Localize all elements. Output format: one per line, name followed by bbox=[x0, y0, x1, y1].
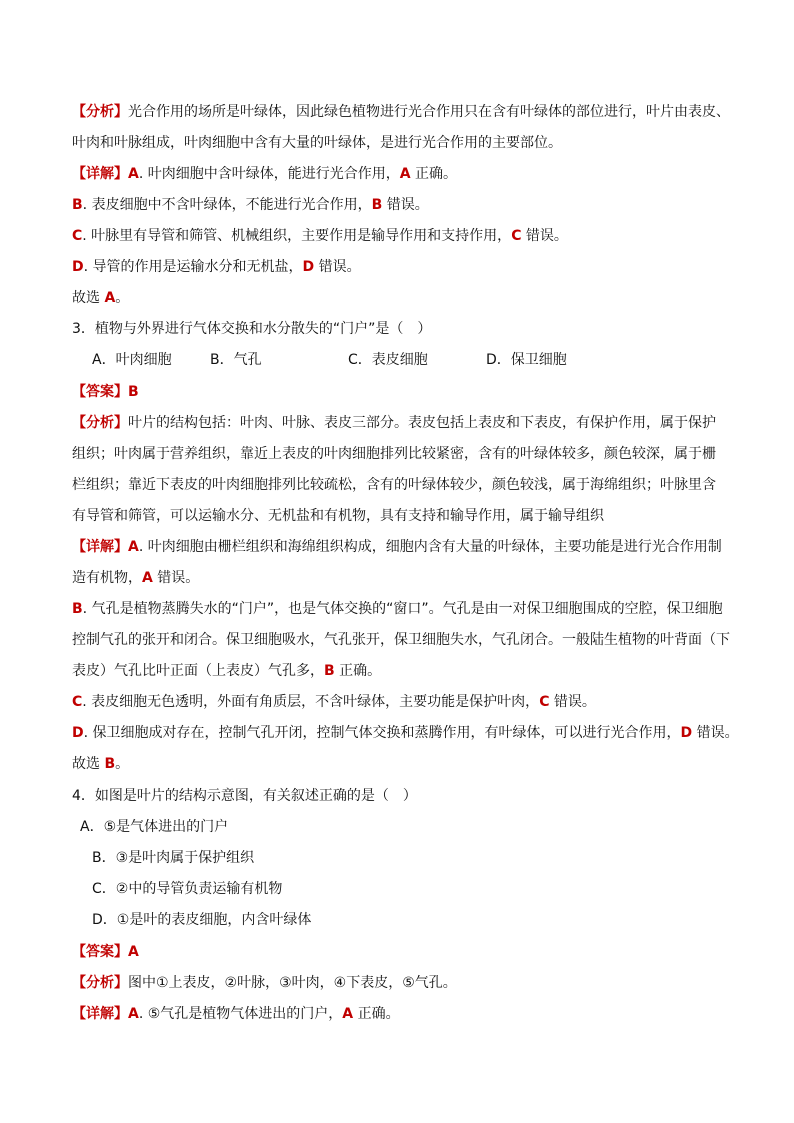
q3-analysis-line-3 bbox=[72, 475, 732, 495]
option-letter: A bbox=[128, 539, 139, 555]
detail-tag: 【详解】 bbox=[72, 166, 128, 182]
detail-verdict: 错误。 bbox=[549, 694, 596, 710]
q4-option-a[interactable] bbox=[80, 817, 740, 837]
q4-answer bbox=[72, 942, 732, 962]
detail-text: . 叶脉里有导管和筛管、机械组织，主要作用是输导作用和支持作用， bbox=[82, 228, 512, 244]
conclusion-end: 。 bbox=[115, 290, 130, 306]
answer-tag: 【答案】 bbox=[72, 944, 128, 960]
option-letter: B bbox=[72, 197, 83, 213]
detail-text: . 叶肉细胞中含叶绿体，能进行光合作用， bbox=[138, 166, 400, 182]
q3-option-b[interactable]: B．气孔 bbox=[210, 352, 262, 368]
detail-text: . 保卫细胞成对存在，控制气孔开闭，控制气体交换和蒸腾作用，有叶绿体，可以进行光合作用， bbox=[83, 725, 681, 741]
q4-analysis bbox=[72, 973, 732, 993]
q3-option-c[interactable]: C．表皮细胞 bbox=[348, 352, 428, 368]
detail-text: . 叶肉细胞由栅栏组织和海绵组织构成，细胞内含有大量的叶绿体，主要功能是进行光合作用制 bbox=[138, 539, 722, 555]
detail-text: . 导管的作用是运输水分和无机盐， bbox=[83, 259, 303, 275]
q3-stem bbox=[72, 319, 732, 339]
detail-verdict: 错误。 bbox=[152, 570, 200, 586]
detail-text: 表皮）气孔比叶正面（上表皮）气孔多， bbox=[72, 663, 324, 679]
detail-verdict: 错误。 bbox=[314, 259, 361, 275]
option-mark: C bbox=[511, 228, 522, 244]
q3-detail-b-line-3 bbox=[72, 661, 732, 681]
q3-analysis-line-1 bbox=[72, 413, 732, 433]
q3-options bbox=[92, 350, 652, 370]
answer-tag: 【答案】 bbox=[72, 384, 128, 400]
q2-conclusion bbox=[72, 288, 732, 308]
detail-verdict: 错误。 bbox=[382, 197, 429, 213]
conclusion-mark: A bbox=[104, 290, 116, 306]
q3-answer bbox=[72, 382, 732, 402]
conclusion-end: 。 bbox=[115, 756, 130, 772]
option-text: D．①是叶的表皮细胞，内含叶绿体 bbox=[92, 912, 312, 928]
detail-verdict: 正确。 bbox=[334, 663, 382, 679]
detail-verdict: 正确。 bbox=[410, 166, 458, 182]
option-letter: B bbox=[72, 601, 83, 617]
detail-text: . 表皮细胞无色透明，外面有角质层，不含叶绿体，主要功能是保护叶肉， bbox=[82, 694, 540, 710]
conclusion-text: 故选 bbox=[72, 290, 105, 306]
detail-tag: 【详解】 bbox=[72, 539, 128, 555]
option-mark: A bbox=[142, 570, 153, 586]
option-letter: A bbox=[128, 166, 139, 182]
q3-detail-d bbox=[72, 723, 739, 743]
answer-value: B bbox=[128, 384, 139, 400]
q3-detail-c bbox=[72, 692, 732, 712]
q4-stem bbox=[72, 786, 732, 806]
q2-detail-c bbox=[72, 226, 732, 246]
analysis-text: 图中①上表皮，②叶脉，③叶肉，④下表皮，⑤气孔。 bbox=[128, 975, 457, 991]
option-letter: C bbox=[72, 694, 83, 710]
q2-analysis-text-2: 叶肉和叶脉组成，叶肉细胞中含有大量的叶绿体，是进行光合作用的主要部位。 bbox=[72, 135, 562, 151]
detail-verdict: 错误。 bbox=[521, 228, 568, 244]
option-mark: D bbox=[302, 259, 315, 275]
detail-verdict: 正确。 bbox=[353, 1006, 400, 1022]
q3-detail-a-line-1 bbox=[72, 537, 732, 557]
analysis-text: 有导管和筛管，可以运输水分、无机盐和有机物，具有支持和输导作用，属于输导组织 bbox=[72, 508, 604, 524]
q2-detail-a bbox=[72, 164, 732, 184]
q3-option-a[interactable]: A．叶肉细胞 bbox=[92, 352, 172, 368]
detail-text: . 表皮细胞中不含叶绿体，不能进行光合作用， bbox=[82, 197, 372, 213]
q3-detail-a-line-2 bbox=[72, 568, 732, 588]
conclusion-mark: B bbox=[104, 756, 116, 772]
detail-text: 造有机物， bbox=[72, 570, 142, 586]
q3-analysis-line-4 bbox=[72, 506, 732, 526]
option-text: A．⑤是气体进出的门户 bbox=[80, 819, 229, 835]
option-text: B．③是叶肉属于保护组织 bbox=[92, 850, 255, 866]
analysis-text: 组织；叶肉属于营养组织，靠近上表皮的叶肉细胞排列比较紧密，含有的叶绿体较多，颜色较深，属于栅 bbox=[72, 446, 716, 462]
detail-text: . 气孔是植物蒸腾失水的“门户”，也是气体交换的“窗口”。气孔是由一对保卫细胞围成的空腔，保卫细胞 bbox=[82, 601, 723, 617]
option-letter: C bbox=[72, 228, 83, 244]
option-mark: D bbox=[680, 725, 693, 741]
analysis-tag: 【分析】 bbox=[72, 415, 128, 431]
option-mark: C bbox=[539, 694, 550, 710]
q4-detail-a bbox=[72, 1004, 732, 1024]
q2-detail-d bbox=[72, 257, 732, 277]
q3-analysis-line-2 bbox=[72, 444, 732, 464]
question-stem: 4．如图是叶片的结构示意图，有关叙述正确的是（ ） bbox=[72, 788, 417, 804]
detail-tag: 【详解】 bbox=[72, 1006, 128, 1022]
analysis-text: 栏组织；靠近下表皮的叶肉细胞排列比较疏松，含有的叶绿体较少，颜色较浅，属于海绵组织；叶脉里含 bbox=[72, 477, 716, 493]
option-mark: B bbox=[371, 197, 383, 213]
q2-analysis-line-2 bbox=[72, 133, 732, 153]
option-mark: A bbox=[399, 166, 411, 182]
option-text: C．②中的导管负责运输有机物 bbox=[92, 881, 283, 897]
detail-verdict: 错误。 bbox=[692, 725, 739, 741]
q3-conclusion bbox=[72, 754, 732, 774]
conclusion-text: 故选 bbox=[72, 756, 105, 772]
q2-analysis-line-1 bbox=[72, 102, 732, 122]
question-stem: 3．植物与外界进行气体交换和水分散失的“门户”是（ ） bbox=[72, 321, 432, 337]
option-mark: B bbox=[324, 663, 335, 679]
analysis-tag: 【分析】 bbox=[72, 975, 128, 991]
q4-option-d[interactable] bbox=[92, 910, 752, 930]
answer-value: A bbox=[128, 944, 139, 960]
option-letter: A bbox=[128, 1006, 139, 1022]
detail-text: 控制气孔的张开和闭合。保卫细胞吸水，气孔张开，保卫细胞失水，气孔闭合。一般陆生植物的叶背面（下 bbox=[72, 632, 730, 648]
option-mark: A bbox=[342, 1006, 354, 1022]
option-letter: D bbox=[72, 725, 84, 741]
q4-option-c[interactable] bbox=[92, 879, 752, 899]
analysis-tag: 【分析】 bbox=[72, 104, 128, 120]
q2-detail-b bbox=[72, 195, 732, 215]
q4-option-b[interactable] bbox=[92, 848, 752, 868]
option-letter: D bbox=[72, 259, 84, 275]
detail-text: . ⑤气孔是植物气体进出的门户， bbox=[138, 1006, 343, 1022]
q3-detail-b-line-1 bbox=[72, 599, 732, 619]
analysis-text: 叶片的结构包括：叶肉、叶脉、表皮三部分。表皮包括上表皮和下表皮，有保护作用，属于保护 bbox=[128, 415, 716, 431]
q3-option-d[interactable]: D．保卫细胞 bbox=[486, 352, 567, 368]
q2-analysis-text-1: 光合作用的场所是叶绿体，因此绿色植物进行光合作用只在含有叶绿体的部位进行，叶片由表皮、 bbox=[128, 104, 730, 120]
q3-detail-b-line-2 bbox=[72, 630, 732, 650]
